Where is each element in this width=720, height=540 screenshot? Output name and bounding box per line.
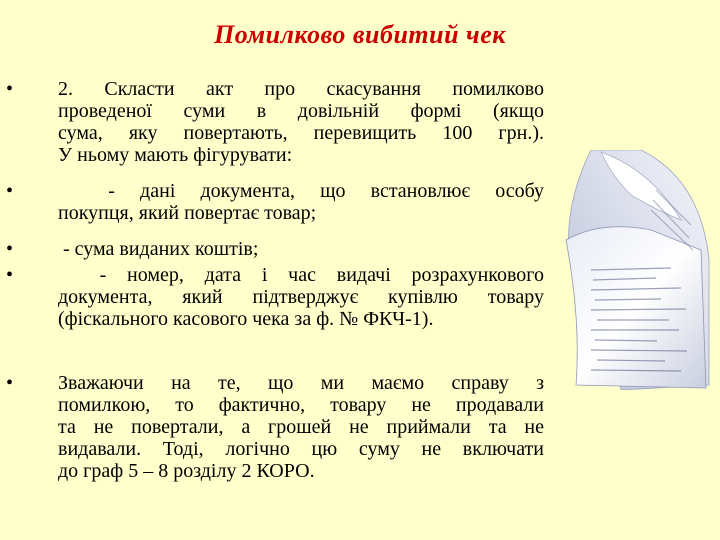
paragraph-5-line-2: помилкою, то фактично, товару не продавали (58, 394, 544, 416)
paragraph-2-line-2: покупця, який повертає товар; (58, 202, 317, 224)
paragraph-4-line-1: - номер, дата і час видачі розрахункового (58, 264, 544, 286)
paragraph-4-line-2: документа, який підтверджує купівлю товару (58, 286, 544, 308)
paragraph-1-line-2: проведеної суми в довільній формі (якщо (58, 100, 544, 122)
paragraph-1 (58, 78, 544, 166)
bullet-5: • (6, 372, 14, 394)
bullet-4: • (6, 264, 14, 286)
paragraph-5-line-5: до граф 5 – 8 розділу 2 КОРО. (58, 460, 315, 482)
paragraph-5-line-3: та не повертали, а грошей не приймали та не (58, 416, 544, 438)
paragraph-1-line-4: У ньому мають фігурувати: (58, 144, 293, 166)
paragraph-5 (58, 372, 544, 482)
paragraph-3 (58, 238, 544, 260)
paragraph-2 (58, 180, 544, 224)
bullet-3: • (6, 238, 14, 260)
paragraph-4 (58, 264, 544, 330)
paragraph-5-line-1: Зважаючи на те, що ми маємо справу з (58, 372, 544, 394)
receipt-image (561, 150, 711, 390)
paragraph-1-line-1: 2. Скласти акт про скасування помилково (58, 78, 544, 100)
paragraph-3-line-1: - сума виданих коштів; (58, 238, 259, 260)
page-title: Помилково вибитий чек (214, 20, 506, 49)
paragraph-4-line-3: (фіскального касового чека за ф. № ФКЧ-1). (58, 308, 434, 330)
paragraph-5-line-4: видавали. Тоді, логічно цю суму не включати (58, 438, 544, 460)
paragraph-2-line-1: - дані документа, що встановлює особу (58, 180, 544, 202)
bullet-2: • (6, 180, 14, 202)
bullet-1: • (6, 78, 14, 100)
paragraph-1-line-3: сума, яку повертають, перевищить 100 грн.). (58, 122, 544, 144)
